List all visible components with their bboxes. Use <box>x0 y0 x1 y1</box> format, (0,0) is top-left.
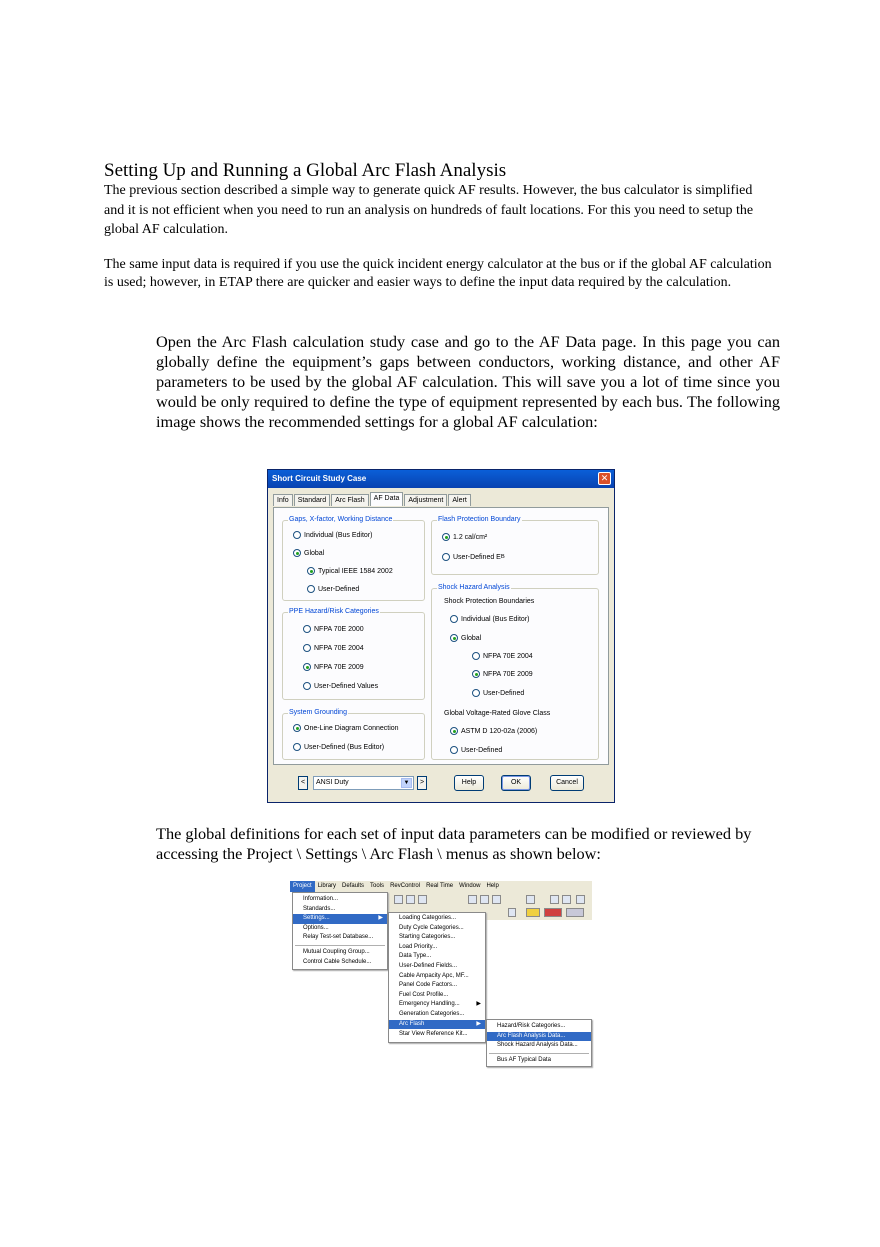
study-case-combo[interactable] <box>313 776 414 790</box>
menubar <box>290 881 592 892</box>
af-data-panel <box>273 507 609 765</box>
menu-defaults[interactable]: Defaults <box>342 883 365 889</box>
zoom-in-icon[interactable] <box>394 895 403 904</box>
revision-icon[interactable] <box>544 908 562 917</box>
menu-item-generation-categories[interactable]: Generation Categories... <box>399 1011 465 1017</box>
radio-label: Individual (Bus Editor) <box>461 615 530 623</box>
menu-revcontrol[interactable]: RevControl <box>390 883 421 889</box>
menu-separator <box>295 945 385 946</box>
radio-label: Typical IEEE 1584 2002 <box>318 567 393 575</box>
paragraph-menu-path: The global definitions for each set of input data parameters can be modified or reviewed by accessing the Project \ Settings \ Arc Flash \ menus as shown below: <box>156 824 752 863</box>
shock-hazard-group <box>431 584 599 760</box>
radio-label: NFPA 70E 2004 <box>483 652 533 660</box>
radio-label: Global <box>461 634 482 642</box>
menu-item-standards[interactable]: Standards... <box>303 905 336 912</box>
dialog-title: Short Circuit Study Case <box>268 470 614 488</box>
radio-label: User-Defined <box>461 746 503 754</box>
menu-item-options[interactable]: Options... <box>303 924 329 931</box>
radio-label: User-Defined <box>318 585 360 593</box>
project-menu-screenshot <box>290 881 592 1068</box>
radio-glove-astm[interactable] <box>450 727 537 735</box>
find-icon[interactable] <box>576 895 585 904</box>
grounding-group <box>282 709 425 760</box>
gaps-group-title: Gaps, X-factor, Working Distance <box>289 516 393 523</box>
arc-flash-label: Arc Flash <box>399 1020 425 1027</box>
paragraph-af-data-page: Open the Arc Flash calculation study case and go to the AF Data page. In this page you can globally define the equipment’s gaps between conductors, working distance, and other AF parameters to be used by the global AF calculation. This will save you a lot of time since you would be only required to define the type of equipment represented by each bus. The following image shows the recommended settings for a global AF calculation: <box>156 332 780 431</box>
radio-icon <box>293 743 301 751</box>
menu-item-information[interactable]: Information... <box>303 896 339 902</box>
radio-label: Global <box>304 549 325 557</box>
radio-ppe-2009[interactable] <box>303 663 364 671</box>
ok-button[interactable]: OK <box>501 775 531 791</box>
menu-item-control-cable[interactable]: Control Cable Schedule... <box>303 958 372 965</box>
radio-shock-global[interactable] <box>450 634 481 642</box>
menu-item-af-analysis-data[interactable]: Arc Flash Analysis Data... <box>487 1032 591 1042</box>
radio-icon <box>303 663 311 671</box>
radio-label: User-Defined (Bus Editor) <box>304 743 385 751</box>
submenu-arrow-icon: ▶ <box>378 915 383 922</box>
menu-item-loading-categories[interactable]: Loading Categories... <box>399 915 457 921</box>
radio-icon <box>293 531 301 539</box>
grid-icon[interactable] <box>468 895 477 904</box>
radio-icon <box>293 724 301 732</box>
radio-icon <box>450 746 458 754</box>
radio-icon <box>303 625 311 633</box>
radio-label: NFPA 70E 2009 <box>483 670 533 678</box>
radio-label: User-Defined Values <box>314 682 379 690</box>
help-button[interactable]: Help <box>454 775 484 791</box>
mode-icon[interactable] <box>526 908 540 917</box>
menu-item-hazard-risk[interactable]: Hazard/Risk Categories... <box>497 1023 566 1029</box>
radio-gaps-individual[interactable] <box>293 531 372 539</box>
glove-class-label: Global Voltage-Rated Glove Class <box>444 710 551 717</box>
radio-gaps-global[interactable] <box>293 549 324 557</box>
radio-gaps-typical[interactable] <box>307 567 393 575</box>
copy-icon[interactable] <box>562 895 571 904</box>
radio-shock-2009[interactable] <box>472 670 533 678</box>
radio-icon <box>472 670 480 678</box>
radio-label: NFPA 70E 2000 <box>314 625 364 633</box>
radio-label: NFPA 70E 2009 <box>314 663 364 671</box>
menu-help[interactable]: Help <box>486 883 499 889</box>
menu-item-load-priority[interactable]: Load Priority... <box>399 943 438 950</box>
prev-case-button[interactable]: < <box>298 776 308 790</box>
grounding-group-title: System Grounding <box>289 709 347 716</box>
menu-real-time[interactable]: Real Time <box>426 883 454 889</box>
menu-item-mutual-coupling[interactable]: Mutual Coupling Group... <box>303 949 370 955</box>
radio-icon <box>293 549 301 557</box>
radio-icon <box>303 682 311 690</box>
menu-item-shock-hazard-data[interactable]: Shock Hazard Analysis Data... <box>497 1042 578 1049</box>
zoom-out-icon[interactable] <box>406 895 415 904</box>
menu-project[interactable]: Project <box>290 881 315 892</box>
eb-subscript: B <box>500 554 505 560</box>
tab-info[interactable]: Info <box>273 494 293 506</box>
radio-label: User-Defined <box>483 689 525 697</box>
menu-item-user-defined-fields[interactable]: User-Defined Fields... <box>399 963 458 969</box>
menu-item-panel-code[interactable]: Panel Code Factors... <box>399 982 458 989</box>
open-icon[interactable] <box>526 895 535 904</box>
menu-item-fuel-cost[interactable]: Fuel Cost Profile... <box>399 991 449 998</box>
paragraph-input-data: The same input data is required if you use the quick incident energy calculator at the bus or if the global AF calculation is used; however, in ETAP there are quicker and easier ways to define the input data required by the calculation. <box>104 257 772 290</box>
radio-icon <box>307 585 315 593</box>
radio-shock-2004[interactable] <box>472 652 533 660</box>
radio-label: User-Defined E <box>453 553 501 561</box>
menu-library[interactable]: Library <box>317 883 337 889</box>
radio-icon <box>450 727 458 735</box>
next-case-button[interactable]: > <box>417 776 427 790</box>
flash-boundary-group <box>431 516 599 575</box>
menu-tools[interactable]: Tools <box>370 883 385 889</box>
table-icon[interactable] <box>480 895 489 904</box>
radio-ground-user[interactable] <box>293 743 384 751</box>
radio-icon <box>472 652 480 660</box>
tab-arc-flash[interactable]: Arc Flash <box>331 494 369 506</box>
radio-ppe-2004[interactable] <box>303 644 364 652</box>
section-heading: Setting Up and Running a Global Arc Flash Analysis <box>104 160 507 181</box>
chevron-down-icon[interactable]: ▼ <box>401 778 412 788</box>
menu-item-duty-cycle[interactable]: Duty Cycle Categories... <box>399 924 464 931</box>
radio-gaps-user-defined[interactable] <box>307 585 359 593</box>
emergency-label: Emergency Handling... <box>399 1001 460 1008</box>
menu-item-arc-flash[interactable] <box>389 1020 485 1030</box>
shock-boundaries-label: Shock Protection Boundaries <box>444 598 535 605</box>
radio-ppe-user[interactable] <box>303 682 378 690</box>
study-case-dialog <box>267 469 615 803</box>
menu-item-star-view[interactable]: Star View Reference Kit... <box>399 1031 468 1037</box>
menu-item-data-type[interactable]: Data Type... <box>399 953 432 960</box>
radio-shock-individual[interactable] <box>450 615 529 623</box>
radio-label: 1.2 cal/cm² <box>453 533 488 541</box>
radio-icon <box>450 634 458 642</box>
menu-separator <box>489 1053 589 1054</box>
menu-item-cable-ampacity[interactable]: Cable Ampacity Apc, MF... <box>399 972 469 979</box>
tab-af-data[interactable]: AF Data <box>370 492 404 506</box>
radio-label: One-Line Diagram Connection <box>304 724 399 732</box>
arc-flash-submenu <box>486 1019 592 1067</box>
submenu-arrow-icon: ▶ <box>476 1020 481 1027</box>
radio-shock-user[interactable] <box>472 689 524 697</box>
flash-group-title: Flash Protection Boundary <box>438 516 521 523</box>
config-icon[interactable] <box>492 895 501 904</box>
chevron-down-icon[interactable] <box>508 908 516 917</box>
radio-label: ASTM D 120-02a (2006) <box>461 727 538 735</box>
menu-item-bus-af-typical[interactable]: Bus AF Typical Data <box>497 1057 551 1063</box>
settings-submenu <box>388 912 486 1043</box>
menu-item-settings[interactable] <box>293 914 387 924</box>
presentation-icon[interactable] <box>566 908 584 917</box>
radio-label: Individual (Bus Editor) <box>304 531 373 539</box>
settings-label: Settings... <box>303 915 330 922</box>
radio-icon <box>472 689 480 697</box>
project-dropdown <box>292 892 388 970</box>
radio-icon <box>303 644 311 652</box>
menu-item-starting-categories[interactable]: Starting Categories... <box>399 934 456 941</box>
ppe-group-title: PPE Hazard/Risk Categories <box>289 608 379 615</box>
radio-icon <box>307 567 315 575</box>
menu-item-relay-test-set[interactable]: Relay Test-set Database... <box>303 934 374 941</box>
cancel-button[interactable]: Cancel <box>550 775 584 791</box>
radio-icon <box>450 615 458 623</box>
gaps-group <box>282 516 425 601</box>
tab-standard[interactable]: Standard <box>294 494 330 506</box>
radio-label: NFPA 70E 2004 <box>314 644 364 652</box>
radio-glove-user[interactable] <box>450 746 502 754</box>
radio-ppe-2000[interactable] <box>303 625 364 633</box>
print-icon[interactable] <box>550 895 559 904</box>
shock-group-title: Shock Hazard Analysis <box>438 584 510 591</box>
combo-value: ANSI Duty <box>316 779 349 786</box>
dialog-tabs <box>273 494 472 507</box>
radio-flash-user-eb[interactable] <box>442 553 505 561</box>
radio-icon <box>442 553 450 561</box>
radio-ground-one-line[interactable] <box>293 724 399 732</box>
ppe-group <box>282 608 425 700</box>
menu-window[interactable]: Window <box>459 883 481 889</box>
menu-item-emergency-handling[interactable] <box>389 1000 485 1010</box>
tab-alert[interactable]: Alert <box>448 494 470 506</box>
zoom-fit-icon[interactable] <box>418 895 427 904</box>
submenu-arrow-icon: ▶ <box>476 1001 481 1008</box>
close-icon[interactable]: ✕ <box>598 472 611 485</box>
paragraph-intro: The previous section described a simple way to generate quick AF results. However, the bus calculator is simplified and it is not efficient when you need to run an analysis on hundreds of fault locations. For this you need to setup the global AF calculation. <box>104 183 754 237</box>
radio-icon <box>442 533 450 541</box>
tab-adjustment[interactable]: Adjustment <box>404 494 447 506</box>
radio-flash-cal[interactable] <box>442 533 487 541</box>
